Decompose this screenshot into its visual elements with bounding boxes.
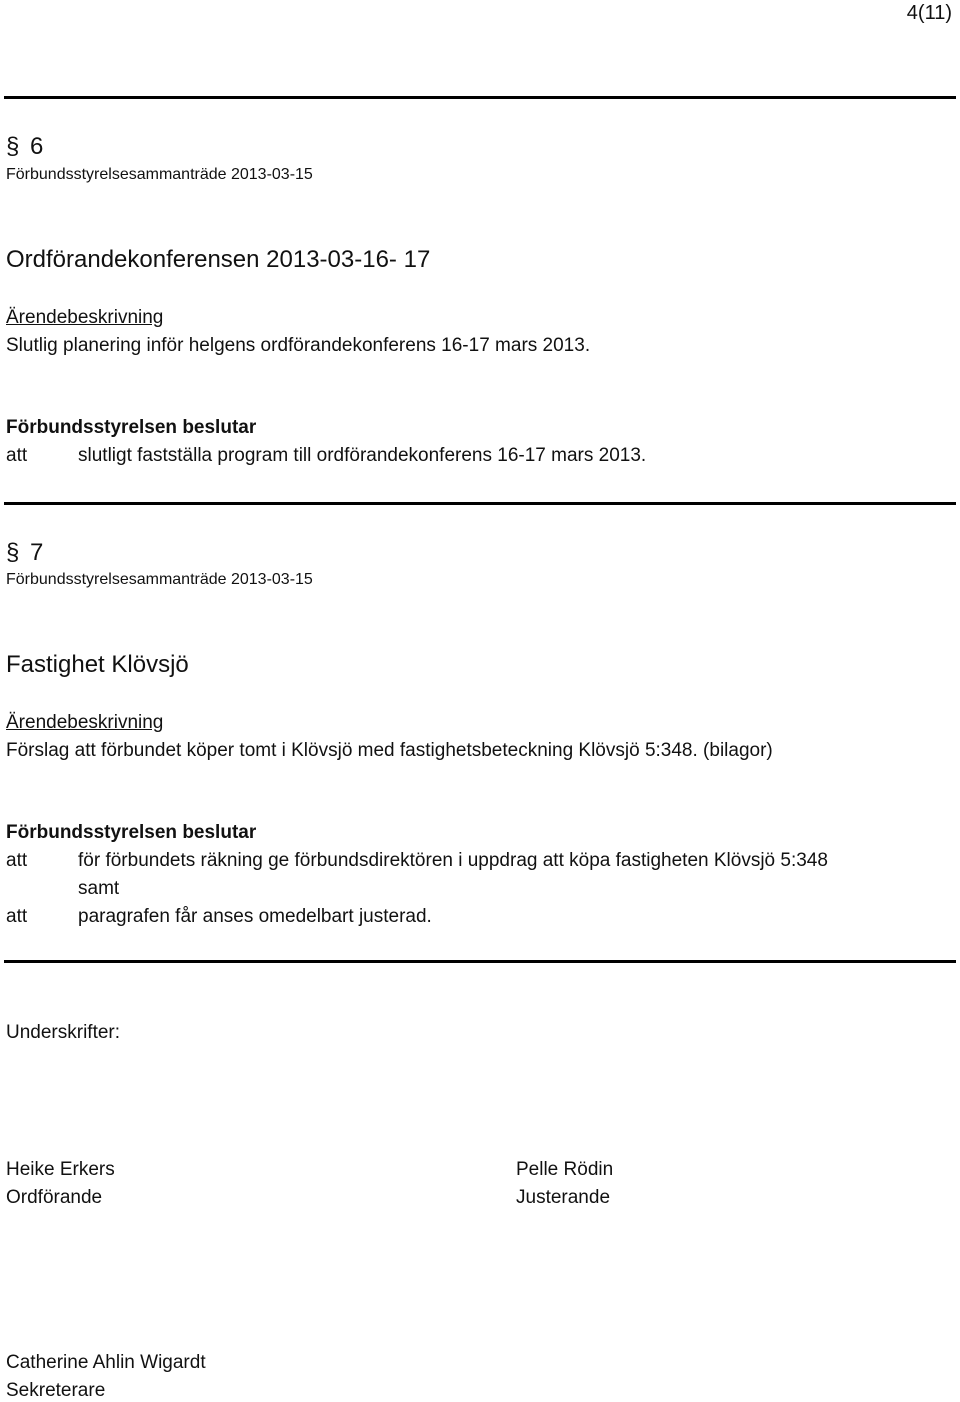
decision-label: Förbundsstyrelsen beslutar — [6, 417, 257, 438]
section-divider — [4, 502, 956, 505]
description-label: Ärendebeskrivning — [6, 712, 164, 733]
decision-label: Förbundsstyrelsen beslutar — [6, 822, 257, 843]
decision-prefix: att — [6, 445, 28, 466]
signatures-label: Underskrifter: — [6, 1022, 121, 1043]
description-text: Förslag att förbundet köper tomt i Klövsjö med fastighetsbeteckning Klövsjö 5:348. (bilagor) — [6, 740, 773, 761]
section-mark: § — [6, 539, 20, 566]
description-text: Slutlig planering inför helgens ordförandekonferens 16-17 mars 2013. — [6, 335, 591, 356]
decision-prefix: att — [6, 850, 28, 871]
decision-text: slutligt fastställa program till ordförandekonferens 16-17 mars 2013. — [78, 445, 647, 466]
section-heading — [6, 539, 43, 567]
decision-text: för förbundets räkning ge förbundsdirektören i uppdrag att köpa fastigheten Klövsjö 5:348 — [78, 850, 828, 871]
section-number: 7 — [30, 539, 44, 566]
signer-role: Ordförande — [6, 1187, 103, 1208]
section-number: 6 — [30, 133, 44, 160]
page-number: 4(11) — [906, 2, 952, 24]
signer-name: Catherine Ahlin Wigardt — [6, 1352, 206, 1373]
section-divider — [4, 960, 956, 963]
signer-name: Heike Erkers — [6, 1159, 115, 1180]
section-mark: § — [6, 133, 20, 160]
section-heading — [6, 133, 43, 161]
decision-text: paragrafen får anses omedelbart justerad. — [78, 906, 432, 927]
section-divider — [4, 96, 956, 99]
signer-role: Justerande — [516, 1187, 611, 1208]
meeting-line: Förbundsstyrelsesammanträde 2013-03-15 — [6, 166, 313, 183]
description-label: Ärendebeskrivning — [6, 307, 164, 328]
section-title: Fastighet Klövsjö — [6, 651, 189, 678]
decision-continuation: samt — [78, 878, 120, 899]
section-title: Ordförandekonferensen 2013-03-16- 17 — [6, 246, 431, 273]
meeting-line: Förbundsstyrelsesammanträde 2013-03-15 — [6, 571, 313, 588]
signer-role: Sekreterare — [6, 1380, 106, 1401]
decision-prefix: att — [6, 906, 28, 927]
signer-name: Pelle Rödin — [516, 1159, 614, 1180]
